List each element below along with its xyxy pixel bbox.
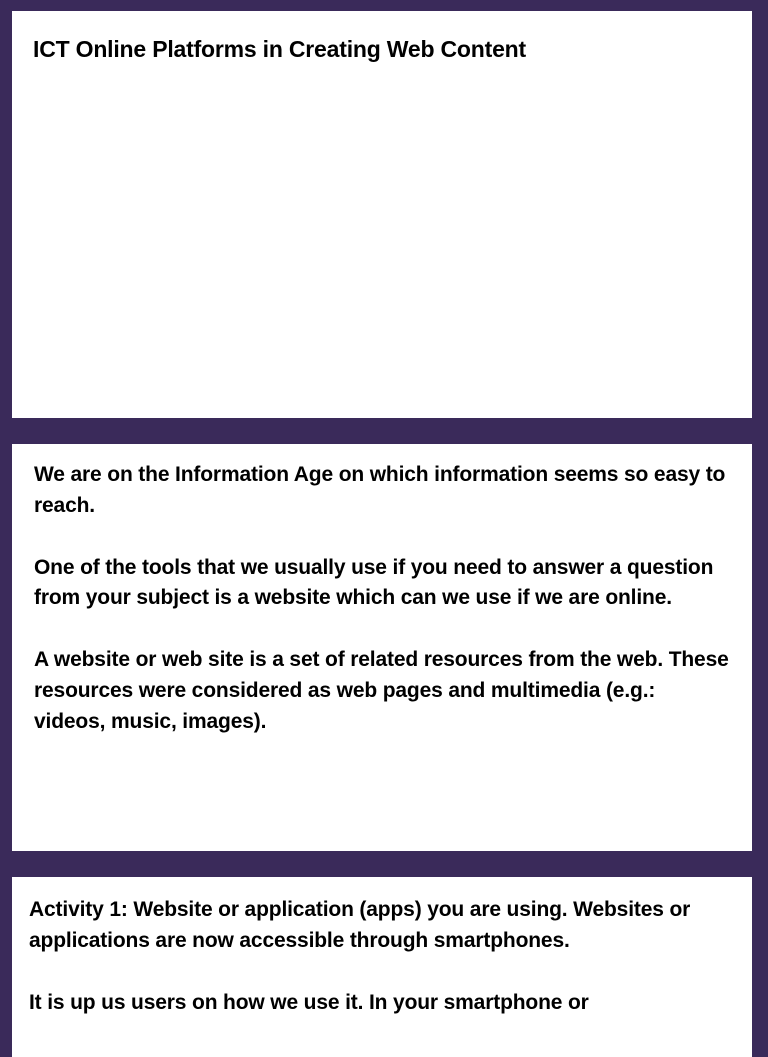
paragraph-usage: It is up us users on how we use it. In your smartphone or (29, 990, 589, 1014)
slide-title-card (12, 11, 752, 418)
slide-title: ICT Online Platforms in Creating Web Content (33, 36, 526, 62)
paragraph-website-definition: A website or web site is a set of related resources from the web. These resources were considered as web pages and multimedia (e.g.: videos, music, images). (34, 648, 729, 733)
paragraph-activity-1: Activity 1: Website or application (apps) you are using. Websites or applications are now accessible through smartphones. (29, 898, 691, 952)
slide-body (29, 895, 732, 1049)
slide-intro-card (12, 444, 752, 851)
slide-activity-card (12, 877, 752, 1057)
paragraph-information-age: We are on the Information Age on which information seems so easy to reach. (34, 463, 726, 517)
slide-body (34, 460, 732, 769)
paragraph-tools: One of the tools that we usually use if you need to answer a question from your subject is a website which can we use if we are online. (34, 555, 714, 610)
